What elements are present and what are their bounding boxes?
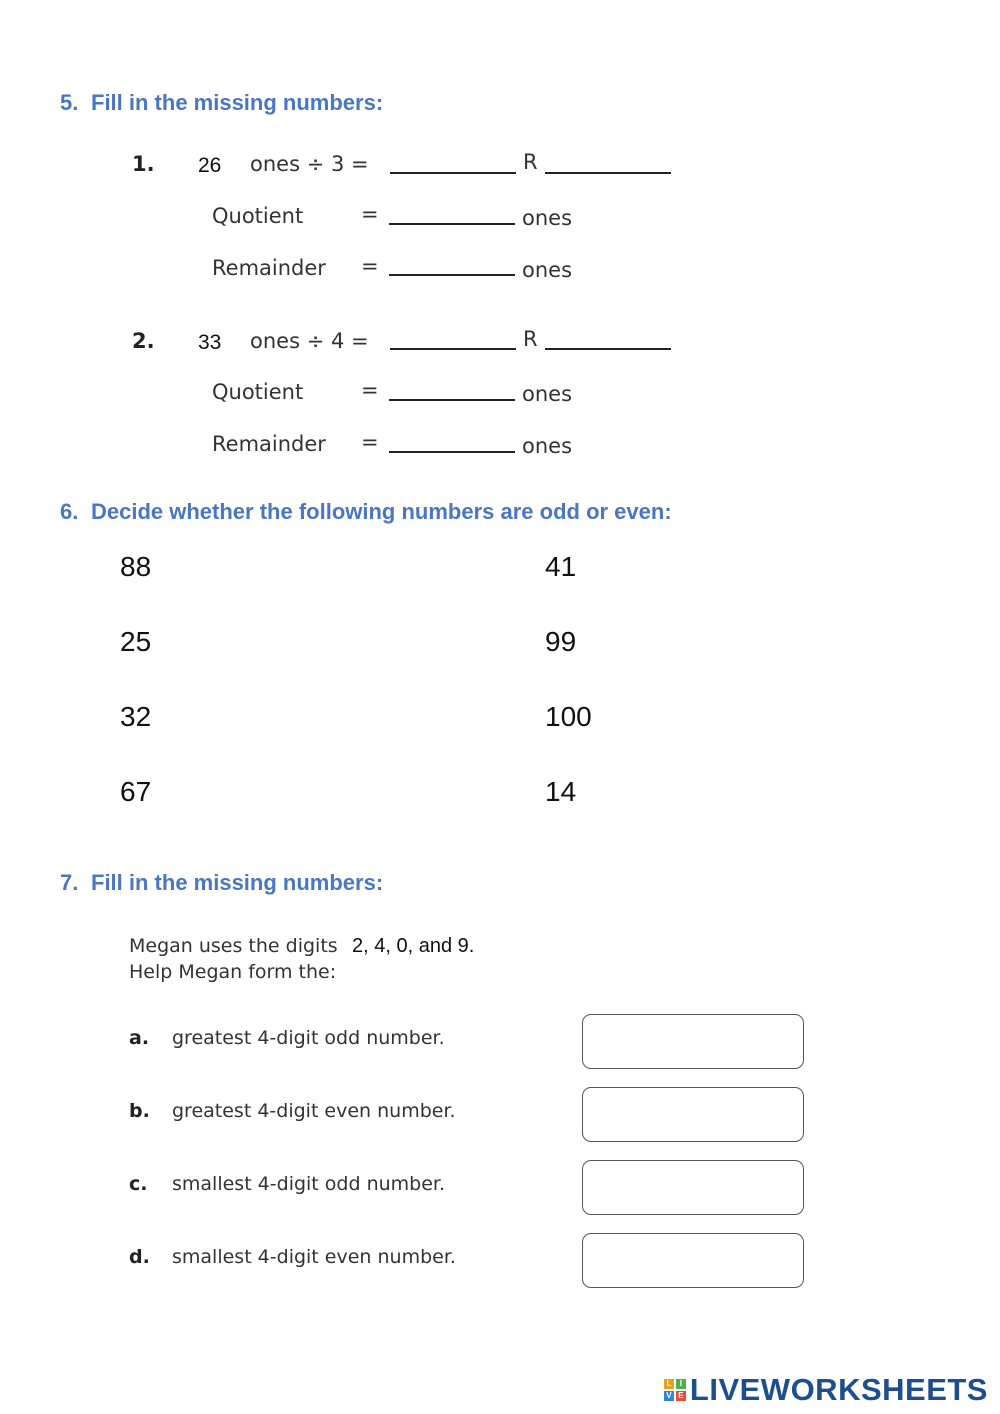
problem-1-remainder-sign: R xyxy=(523,150,538,174)
intro-digits: 2, 4, 0, and 9. xyxy=(352,935,475,957)
problem-1-expression: ones ÷ 3 = xyxy=(250,152,369,176)
liveworksheets-logo xyxy=(664,1372,988,1408)
problem-2-quotient-blank[interactable] xyxy=(390,348,516,350)
problem-1-quotient-ones-blank[interactable] xyxy=(389,223,515,225)
problem-2-quotient-label: Quotient xyxy=(212,380,304,404)
problem-2-dividend: 33 xyxy=(198,331,222,354)
number-item[interactable]: 14 xyxy=(545,776,577,807)
item-letter xyxy=(129,1173,147,1195)
section-6-heading xyxy=(60,499,672,525)
intro-line-2: Help Megan form the: xyxy=(129,961,337,983)
problem-2-quotient-ones-blank[interactable] xyxy=(389,399,515,401)
problem-1-dividend: 26 xyxy=(198,154,222,177)
problem-2-remainder-equals: = xyxy=(361,430,379,454)
section-5-title: Fill in the missing numbers: xyxy=(91,90,384,115)
answer-box-c[interactable] xyxy=(582,1160,804,1215)
section-6-number: 6. xyxy=(60,499,79,524)
problem-2-expression: ones ÷ 4 = xyxy=(250,329,369,353)
problem-1-remainder-label: Remainder xyxy=(212,256,326,280)
logo-letter-v: V xyxy=(664,1391,674,1401)
problem-2-quotient-unit: ones xyxy=(522,382,573,406)
item-letter xyxy=(129,1100,150,1122)
section-6-title: Decide whether the following numbers are odd or even: xyxy=(91,499,672,524)
problem-2-remainder-label: Remainder xyxy=(212,432,326,456)
item-text-c: smallest 4-digit odd number. xyxy=(172,1173,446,1195)
answer-box-d[interactable] xyxy=(582,1233,804,1288)
number-item[interactable]: 88 xyxy=(120,551,152,582)
section-5-heading xyxy=(60,90,383,116)
logo-text: LIVEWORKSHEETS xyxy=(689,1372,988,1407)
item-letter xyxy=(129,1027,149,1049)
section-7-heading xyxy=(60,870,383,896)
logo-letter-i: I xyxy=(676,1379,686,1389)
item-letter-b: b. xyxy=(129,1100,150,1122)
problem-2-remainder-ones-blank[interactable] xyxy=(389,451,515,453)
problem-1-quotient-unit: ones xyxy=(522,206,573,230)
number-item[interactable]: 32 xyxy=(120,701,152,732)
problem-1-quotient-equals: = xyxy=(361,202,379,226)
section-7-number: 7. xyxy=(60,870,79,895)
problem-2-remainder-blank[interactable] xyxy=(545,348,671,350)
problem-1-remainder-ones-blank[interactable] xyxy=(389,274,515,276)
problem-1-remainder-equals: = xyxy=(361,254,379,278)
item-letter-a: a. xyxy=(129,1027,150,1049)
item-text-d: smallest 4-digit even number. xyxy=(172,1246,456,1268)
item-letter-c: c. xyxy=(129,1173,148,1195)
section-5-number: 5. xyxy=(60,90,79,115)
number-item[interactable]: 100 xyxy=(545,701,592,732)
item-letter xyxy=(129,1246,150,1268)
number-item[interactable]: 67 xyxy=(120,776,152,807)
item-text-a: greatest 4-digit odd number. xyxy=(172,1027,445,1049)
intro-line-1: Megan uses the digits xyxy=(129,935,338,957)
number-item[interactable]: 41 xyxy=(545,551,577,582)
logo-icon xyxy=(664,1379,686,1401)
problem-2-label: 2. xyxy=(132,329,155,353)
logo-letter-l: L xyxy=(664,1379,674,1389)
number-item[interactable]: 25 xyxy=(120,626,152,657)
logo-letter-e: E xyxy=(676,1391,686,1401)
problem-2-quotient-equals: = xyxy=(361,378,379,402)
problem-2-remainder-unit: ones xyxy=(522,434,573,458)
problem-1-remainder-unit: ones xyxy=(522,258,573,282)
problem-2-remainder-sign: R xyxy=(523,327,538,351)
problem-1-remainder-blank[interactable] xyxy=(545,172,671,174)
item-letter-d: d. xyxy=(129,1246,150,1268)
problem-1-label: 1. xyxy=(132,152,155,176)
problem-1-quotient-label: Quotient xyxy=(212,204,304,228)
section-7-title: Fill in the missing numbers: xyxy=(91,870,384,895)
item-text-b: greatest 4-digit even number. xyxy=(172,1100,456,1122)
answer-box-a[interactable] xyxy=(582,1014,804,1069)
number-item[interactable]: 99 xyxy=(545,626,577,657)
answer-box-b[interactable] xyxy=(582,1087,804,1142)
problem-1-quotient-blank[interactable] xyxy=(390,172,516,174)
